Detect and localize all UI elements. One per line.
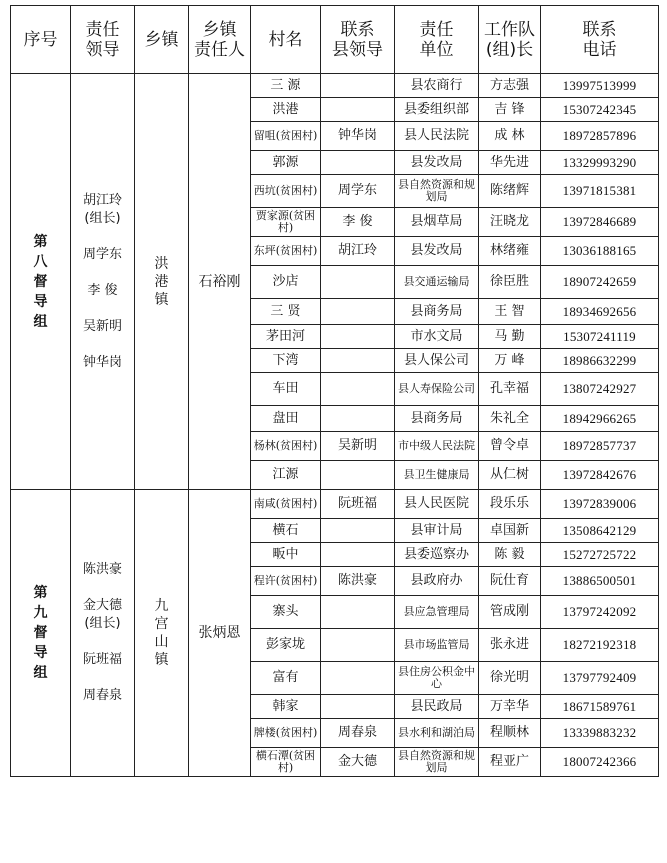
phone-cell: 13036188165 <box>541 237 659 266</box>
col-header-village: 村名 <box>251 6 321 74</box>
county-leader-cell <box>321 151 395 175</box>
town-cell <box>135 74 189 490</box>
phone-cell: 13886500501 <box>541 567 659 596</box>
captain-cell: 程亚广 <box>479 748 541 777</box>
village-cell: 车田 <box>251 373 321 406</box>
col-header-unit: 责任 单位 <box>395 6 479 74</box>
leader-name: 周春泉 <box>82 688 122 703</box>
village-cell: 南咸(贫困村) <box>251 490 321 519</box>
unit-cell: 县人寿保险公司 <box>395 373 479 406</box>
county-leader-cell <box>321 74 395 98</box>
county-leader-cell <box>321 695 395 719</box>
table-row <box>11 490 659 519</box>
county-leader-cell: 陈洪豪 <box>321 567 395 596</box>
unit-cell: 县交通运输局 <box>395 266 479 299</box>
county-leader-cell <box>321 519 395 543</box>
col-header-leader: 责任 领导 <box>71 6 135 74</box>
captain-cell: 朱礼全 <box>479 406 541 432</box>
county-leader-cell <box>321 629 395 662</box>
county-leader-cell <box>321 543 395 567</box>
unit-cell: 县政府办 <box>395 567 479 596</box>
unit-cell: 县卫生健康局 <box>395 461 479 490</box>
village-cell: 东坪(贫困村) <box>251 237 321 266</box>
town-person-cell: 张炳恩 <box>189 490 251 777</box>
village-cell: 洪港 <box>251 98 321 122</box>
captain-cell: 徐光明 <box>479 662 541 695</box>
leader-name: 钟华岗 <box>82 354 122 370</box>
phone-cell: 13972839006 <box>541 490 659 519</box>
captain-cell: 陈绪辉 <box>479 175 541 208</box>
village-cell: 富有 <box>251 662 321 695</box>
phone-cell: 18972857737 <box>541 432 659 461</box>
leaders-cell <box>71 490 135 777</box>
unit-cell: 市中级人民法院 <box>395 432 479 461</box>
county-leader-cell <box>321 98 395 122</box>
captain-cell: 华先进 <box>479 151 541 175</box>
unit-cell: 县审计局 <box>395 519 479 543</box>
village-cell: 牌楼(贫困村) <box>251 719 321 748</box>
village-cell: 杨林(贫困村) <box>251 432 321 461</box>
phone-cell: 13797792409 <box>541 662 659 695</box>
unit-cell: 县委组织部 <box>395 98 479 122</box>
unit-cell: 县住房公积金中心 <box>395 662 479 695</box>
county-leader-cell: 周春泉 <box>321 719 395 748</box>
town-name: 洪港镇 <box>154 255 169 308</box>
unit-cell: 县委巡察办 <box>395 543 479 567</box>
unit-cell: 县自然资源和规划局 <box>395 175 479 208</box>
captain-cell: 程顺林 <box>479 719 541 748</box>
village-cell: 三 源 <box>251 74 321 98</box>
county-leader-cell <box>321 299 395 325</box>
county-leader-cell: 周学东 <box>321 175 395 208</box>
phone-cell: 18972857896 <box>541 122 659 151</box>
assignment-table <box>10 5 659 777</box>
phone-cell: 18934692656 <box>541 299 659 325</box>
phone-cell: 18007242366 <box>541 748 659 777</box>
col-header-team-lead: 工作队 (组)长 <box>479 6 541 74</box>
captain-cell: 孔幸福 <box>479 373 541 406</box>
captain-cell: 陈 毅 <box>479 543 541 567</box>
phone-cell: 13972846689 <box>541 208 659 237</box>
unit-cell: 县农商行 <box>395 74 479 98</box>
village-cell: 沙店 <box>251 266 321 299</box>
phone-cell: 13797242092 <box>541 596 659 629</box>
table-row <box>11 74 659 98</box>
village-cell: 横石 <box>251 519 321 543</box>
village-cell: 留咀(贫困村) <box>251 122 321 151</box>
captain-cell: 徐臣胜 <box>479 266 541 299</box>
phone-cell: 15272725722 <box>541 543 659 567</box>
phone-cell: 13508642129 <box>541 519 659 543</box>
unit-cell: 县自然资源和规划局 <box>395 748 479 777</box>
captain-cell: 管成刚 <box>479 596 541 629</box>
village-cell: 盘田 <box>251 406 321 432</box>
unit-cell: 县发改局 <box>395 237 479 266</box>
leader-name: 李 俊 <box>87 282 118 298</box>
village-cell: 贾家源(贫困村) <box>251 208 321 237</box>
captain-cell: 汪晓龙 <box>479 208 541 237</box>
village-cell: 茅田河 <box>251 325 321 349</box>
village-cell: 江源 <box>251 461 321 490</box>
col-header-town-person: 乡镇 责任人 <box>189 6 251 74</box>
captain-cell: 吉 锋 <box>479 98 541 122</box>
unit-cell: 县商务局 <box>395 406 479 432</box>
captain-cell: 万 峰 <box>479 349 541 373</box>
village-cell: 下湾 <box>251 349 321 373</box>
header-row <box>11 6 659 74</box>
phone-cell: 15307241119 <box>541 325 659 349</box>
county-leader-cell: 胡江玲 <box>321 237 395 266</box>
table-body <box>11 74 659 777</box>
unit-cell: 县市场监管局 <box>395 629 479 662</box>
phone-cell: 18272192318 <box>541 629 659 662</box>
leader-name: 吴新明 <box>82 318 122 334</box>
county-leader-cell <box>321 266 395 299</box>
leader-name: 周学东 <box>82 246 122 262</box>
phone-cell: 13807242927 <box>541 373 659 406</box>
village-cell: 横石潭(贫困村) <box>251 748 321 777</box>
group-name-cell <box>11 74 71 490</box>
captain-cell: 成 林 <box>479 122 541 151</box>
village-cell: 畈中 <box>251 543 321 567</box>
village-cell: 郭源 <box>251 151 321 175</box>
phone-cell: 18907242659 <box>541 266 659 299</box>
phone-cell: 15307242345 <box>541 98 659 122</box>
phone-cell: 13997513999 <box>541 74 659 98</box>
town-name: 九宫山镇 <box>154 598 169 668</box>
group-name: 第八督导组 <box>33 233 48 330</box>
phone-cell: 13972842676 <box>541 461 659 490</box>
col-header-phone: 联系 电话 <box>541 6 659 74</box>
captain-cell: 马 勤 <box>479 325 541 349</box>
town-person-cell: 石裕刚 <box>189 74 251 490</box>
unit-cell: 县烟草局 <box>395 208 479 237</box>
col-header-seq: 序号 <box>11 6 71 74</box>
village-cell: 三 贤 <box>251 299 321 325</box>
captain-cell: 阮仕育 <box>479 567 541 596</box>
phone-cell: 18671589761 <box>541 695 659 719</box>
captain-cell: 方志强 <box>479 74 541 98</box>
captain-cell: 王 智 <box>479 299 541 325</box>
county-leader-cell <box>321 349 395 373</box>
unit-cell: 县人民法院 <box>395 122 479 151</box>
county-leader-cell: 阮班福 <box>321 490 395 519</box>
county-leader-cell <box>321 406 395 432</box>
captain-cell: 张永进 <box>479 629 541 662</box>
unit-cell: 县发改局 <box>395 151 479 175</box>
village-cell: 寨头 <box>251 596 321 629</box>
county-leader-cell <box>321 662 395 695</box>
captain-cell: 段乐乐 <box>479 490 541 519</box>
village-cell: 彭家垅 <box>251 629 321 662</box>
col-header-town: 乡镇 <box>135 6 189 74</box>
county-leader-cell: 吴新明 <box>321 432 395 461</box>
col-header-county-leader: 联系 县领导 <box>321 6 395 74</box>
captain-cell: 从仁树 <box>479 461 541 490</box>
village-cell: 韩家 <box>251 695 321 719</box>
leader-name: 陈洪豪 <box>82 562 122 577</box>
county-leader-cell <box>321 325 395 349</box>
phone-cell: 13339883232 <box>541 719 659 748</box>
unit-cell: 县人民医院 <box>395 490 479 519</box>
unit-cell: 县应急管理局 <box>395 596 479 629</box>
phone-cell: 13329993290 <box>541 151 659 175</box>
leader-name: 金大德 (组长) <box>82 598 122 631</box>
unit-cell: 县民政局 <box>395 695 479 719</box>
leaders-cell <box>71 74 135 490</box>
captain-cell: 万幸华 <box>479 695 541 719</box>
county-leader-cell: 李 俊 <box>321 208 395 237</box>
supervision-table-sheet <box>10 5 659 777</box>
captain-cell: 曾令卓 <box>479 432 541 461</box>
county-leader-cell: 金大德 <box>321 748 395 777</box>
group-name: 第九督导组 <box>33 585 48 681</box>
phone-cell: 13971815381 <box>541 175 659 208</box>
village-cell: 西坑(贫困村) <box>251 175 321 208</box>
county-leader-cell <box>321 596 395 629</box>
unit-cell: 县水利和湖泊局 <box>395 719 479 748</box>
group-name-cell <box>11 490 71 777</box>
town-cell <box>135 490 189 777</box>
phone-cell: 18942966265 <box>541 406 659 432</box>
unit-cell: 县商务局 <box>395 299 479 325</box>
unit-cell: 市水文局 <box>395 325 479 349</box>
county-leader-cell <box>321 461 395 490</box>
leader-name: 阮班福 <box>82 652 122 667</box>
village-cell: 程许(贫困村) <box>251 567 321 596</box>
county-leader-cell <box>321 373 395 406</box>
captain-cell: 林绪雍 <box>479 237 541 266</box>
county-leader-cell: 钟华岗 <box>321 122 395 151</box>
phone-cell: 18986632299 <box>541 349 659 373</box>
captain-cell: 卓国新 <box>479 519 541 543</box>
unit-cell: 县人保公司 <box>395 349 479 373</box>
leader-name: 胡江玲 (组长) <box>82 192 122 226</box>
